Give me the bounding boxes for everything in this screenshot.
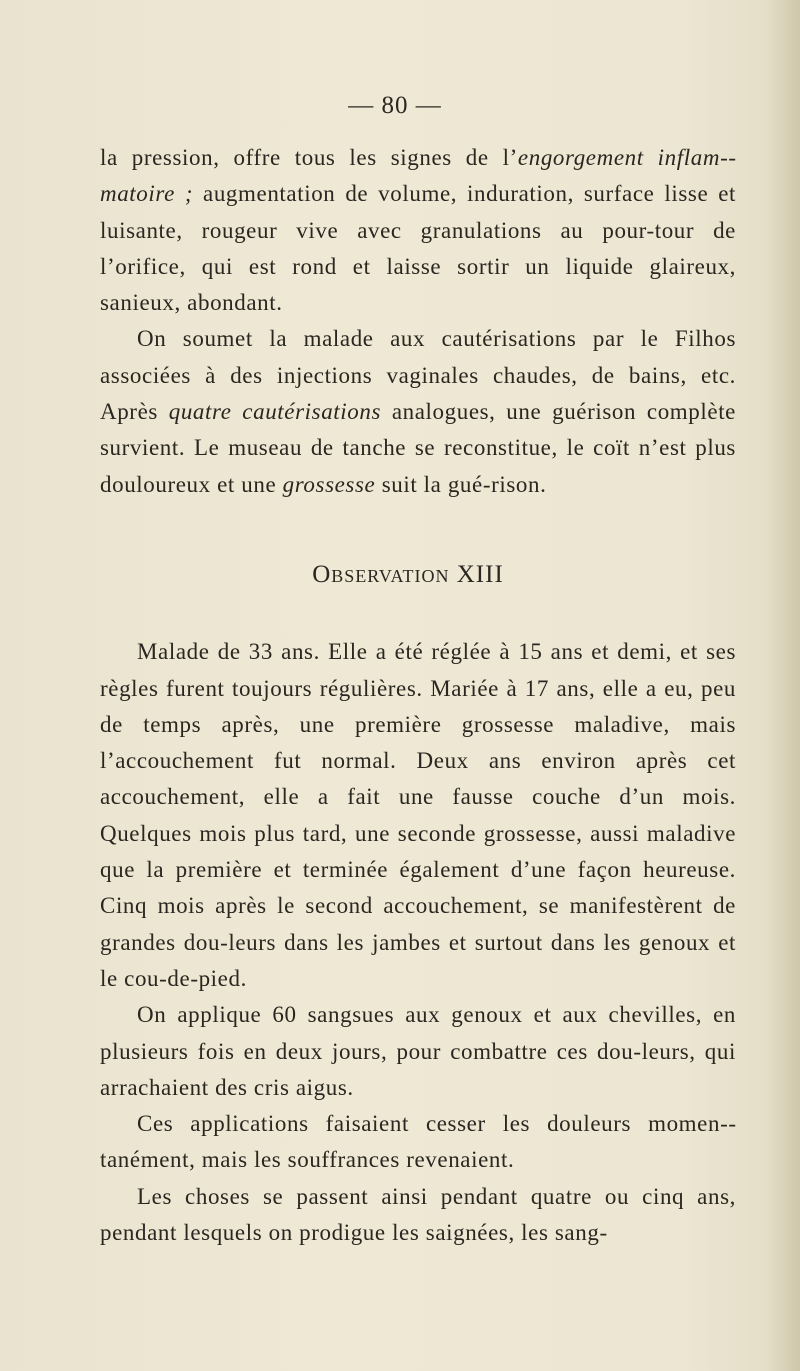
page-edge-shadow [766,0,800,1371]
page-body [100,140,736,1251]
text-run: la pression, offre tous les signes de [100,145,503,170]
text-run: augmentation de volume, induration, surface lisse et luisante, rougeur vive avec granulations au pour-tour de l’orifice, qui est rond et laisse sortir un liquide glaireux, sanieux, abondant. [100,181,736,316]
text-run: On soumet la malade aux cautérisations par le Filhos associées à des injections vaginales chaudes, de bains, etc. Après [100,326,736,425]
text-run: suit la gué-rison. [375,471,547,497]
text-run: l’ [502,145,518,170]
paragraph-treatment [100,321,736,502]
page-number: — 80 — [348,92,442,119]
italic-phrase: grossesse [282,471,376,497]
italic-phrase: quatre cautérisations [168,399,382,425]
paragraph-case-description [100,140,736,321]
text-run: analogues, une guérison complète survient. Le museau de tanche se reconstitue, le coït n’est plus douloureux et une [100,399,736,497]
italic-phrase: engorgement inflam-matoire ; [100,145,736,207]
paragraph-continuation: Les choses se passent ainsi pendant quatre ou cinq ans, pendant lesquels on prodigue les saignées, les sang- [100,1183,736,1246]
paragraph-relief: Ces applications faisaient cesser les douleurs momen-tanément, mais les souffrances revenaient. [100,1111,736,1173]
paragraph-patient-history: Malade de 33 ans. Elle a été réglée à 15 ans et demi, et ses règles furent toujours régulières. Mariée à 17 ans, elle a eu, peu de temps après, une première grossesse maladive, mais l’accouchement fut normal. Deux ans environ après cet accouchement, elle a fait une fausse couche d’un mois. Quelques mois plus tard, une seconde grossesse, aussi maladive que la première et terminée également d’une façon heureuse. Cinq mois après le second accouchement, se manifestèrent de grandes dou-leurs dans les jambes et surtout dans les genoux et le cou-de-pied. [100,639,736,991]
observation-heading: Observation XIII [312,560,504,588]
paragraph-leeches: On applique 60 sangsues aux genoux et aux chevilles, en plusieurs fois en deux jours, pour combattre ces dou-leurs, qui arrachaient des cris aigus. [100,1002,736,1100]
